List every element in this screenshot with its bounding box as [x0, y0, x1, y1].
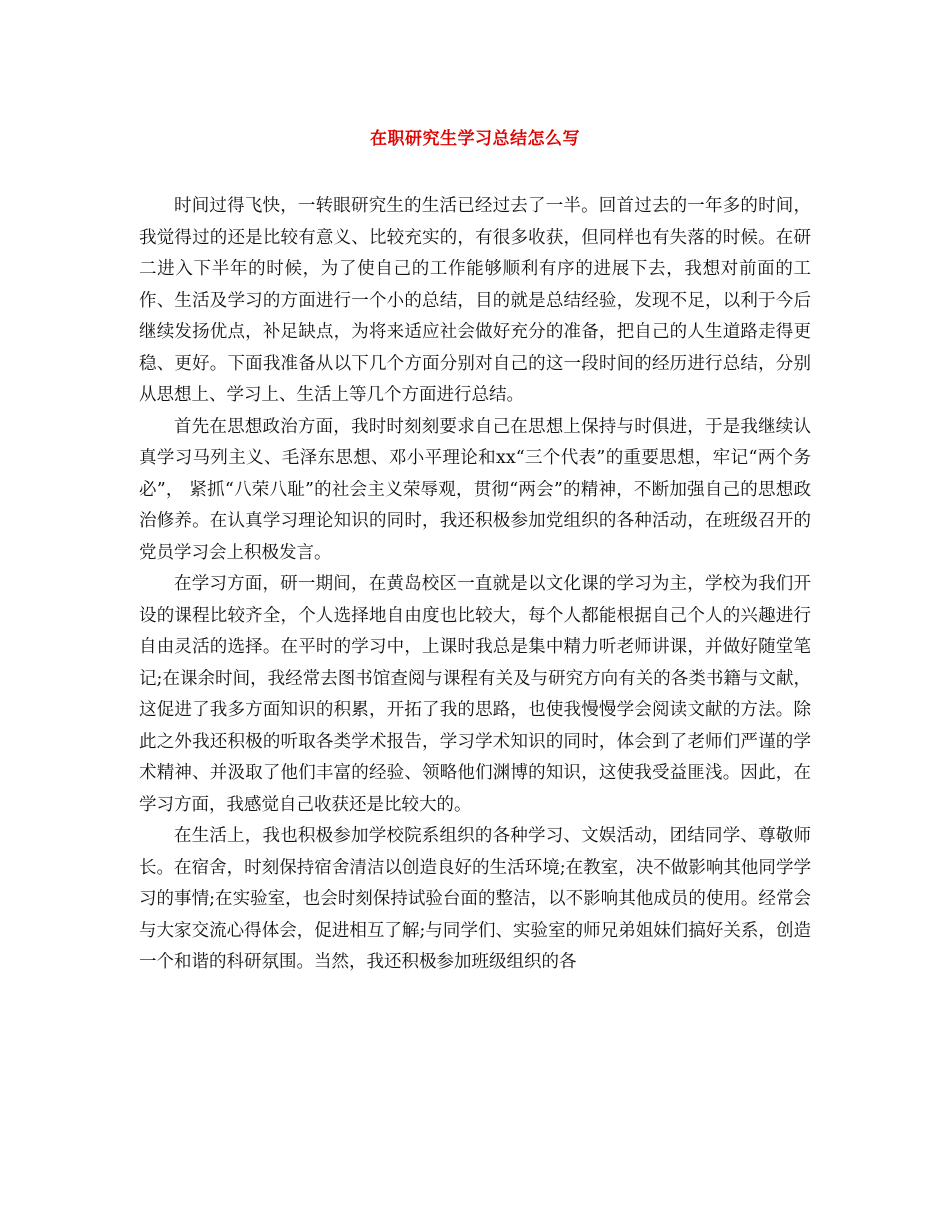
document-body — [139, 191, 811, 979]
paragraph-intro: 时间过得飞快，一转眼研究生的生活已经过去了一半。回首过去的一年多的时间，我觉得过的还是比较有意义、比较充实的，有很多收获，但同样也有失落的时候。在研二进入下半年的时候，为了使自己的工作能够顺利有序的进展下去，我想对前面的工作、生活及学习的方面进行一个小的总结，目的就是总结经验，发现不足，以利于今后继续发扬优点，补足缺点，为将来适应社会做好充分的准备，把自己的人生道路走得更稳、更好。下面我准备从以下几个方面分别对自己的这一段时间的经历进行总结，分别从思想上、学习上、生活上等几个方面进行总结。 — [139, 196, 811, 405]
paragraph-ideology: 首先在思想政治方面，我时时刻刻要求自己在思想上保持与时俱进，于是我继续认真学习马列主义、毛泽东思想、邓小平理论和xx“三个代表”的重要思想，牢记“两个务必”， 紧抓“八荣八耻”的社会主义荣辱观，贯彻“两会”的精神，不断加强自己的思想政治修养。在认真学习理论知识的同时，我还积极参加党组织的各种活动，在班级召开的党员学习会上积极发言。 — [139, 416, 811, 563]
document-title: 在职研究生学习总结怎么写 — [370, 129, 580, 149]
paragraph-life: 在生活上，我也积极参加学校院系组织的各种学习、文娱活动，团结同学、尊敬师长。在宿舍，时刻保持宿舍清洁以创造良好的生活环境;在教室，决不做影响其他同学学习的事情;在实验室，也会时刻保持试验台面的整洁，以不影响其他成员的使用。经常会与大家交流心得体会，促进相互了解;与同学们、实验室的师兄弟姐妹们搞好关系，创造一个和谐的科研氛围。当然，我还积极参加班级组织的各 — [139, 826, 811, 972]
paragraph-study: 在学习方面，研一期间，在黄岛校区一直就是以文化课的学习为主，学校为我们开设的课程比较齐全，个人选择地自由度也比较大，每个人都能根据自己个人的兴趣进行自由灵活的选择。在平时的学习中，上课时我总是集中精力听老师讲课，并做好随堂笔记;在课余时间，我经常去图书馆查阅与课程有关及与研究方向有关的各类书籍与文献，这促进了我多方面知识的积累，开拓了我的思路，也使我慢慢学会阅读文献的方法。除此之外我还积极的听取各类学术报告，学习学术知识的同时，体会到了老师们严谨的学术精神、并汲取了他们丰富的经验、领略他们渊博的知识，这使我受益匪浅。因此，在学习方面，我感觉自己收获还是比较大的。 — [139, 574, 811, 815]
